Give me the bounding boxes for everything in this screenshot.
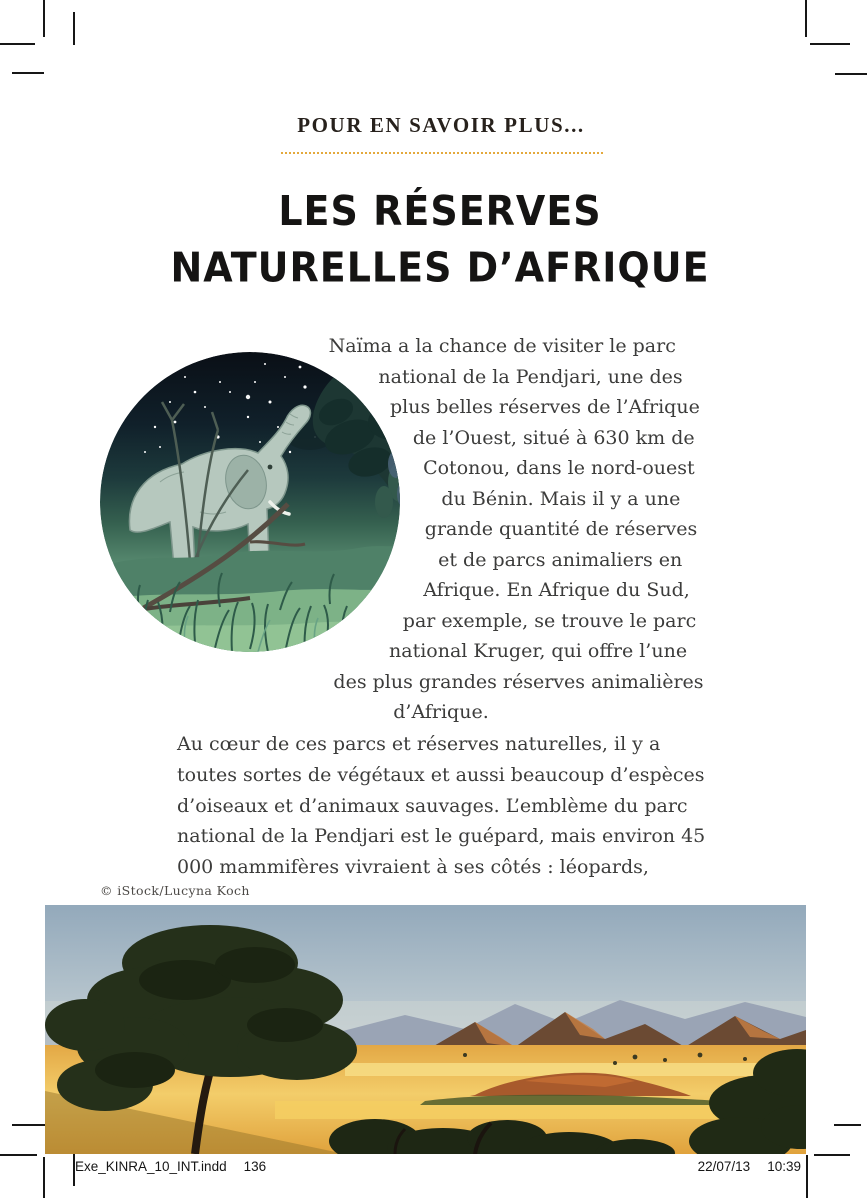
slug-filename: Exe_KINRA_10_INT.indd: [75, 1159, 227, 1174]
crop-mark: [805, 0, 807, 37]
slug-line: [75, 1159, 801, 1174]
slug-time: 10:39: [767, 1159, 801, 1174]
page-title: [130, 183, 750, 295]
body-paragraph: Au cœur de ces parcs et réserves naturelles, il y a toutes sortes de végétaux et aussi beaucoup d’espèces d’oiseaux et d’animaux sauvages. L’emblème du parc national de la Pendjari est le guépard, mais environ 45 000 mammifères vivraient à ses côtés : léopards,: [177, 733, 706, 879]
savanna-landscape: [45, 905, 806, 1154]
slug-page-number: 136: [243, 1159, 267, 1174]
crop-mark: [0, 1154, 37, 1156]
page-title-line2: NATURELLES D’AFRIQUE: [170, 243, 710, 291]
crop-mark: [834, 1124, 861, 1126]
dotted-divider: [281, 140, 603, 154]
crop-mark: [73, 12, 75, 45]
section-eyebrow: POUR EN SAVOIR PLUS...: [297, 113, 585, 137]
slug-date: 22/07/13: [697, 1159, 751, 1174]
intro-paragraph: [177, 331, 705, 728]
page-title-line1: LES RÉSERVES: [278, 187, 602, 235]
crop-mark: [12, 72, 44, 74]
slug-right: [698, 1159, 801, 1174]
crop-mark: [814, 1154, 850, 1156]
slug-left: [75, 1159, 266, 1174]
crop-mark: [806, 1155, 808, 1198]
crop-mark: [835, 73, 867, 75]
intro-paragraph-text: Naïma a la chance de visiter le parc national de la Pendjari, une des plus belles réserves de l’Afrique de l’Ouest, situé à 630 km de Cotonou, dans le nord-ouest du Bénin. Mais il y a une grande quantité de réserves et de parcs animaliers en Afrique. En Afrique du Sud, par exemple, se trouve le parc national Kruger, qui offre l’une des plus grandes réserves animalières d’Afrique.: [328, 335, 704, 723]
crop-mark: [43, 0, 45, 37]
photo-credit: © iStock/Lucyna Koch: [100, 883, 250, 898]
crop-mark: [0, 43, 35, 45]
crop-mark: [810, 43, 850, 45]
crop-mark: [12, 1124, 45, 1126]
crop-mark: [43, 1157, 45, 1198]
savanna-photo: [45, 905, 806, 1154]
